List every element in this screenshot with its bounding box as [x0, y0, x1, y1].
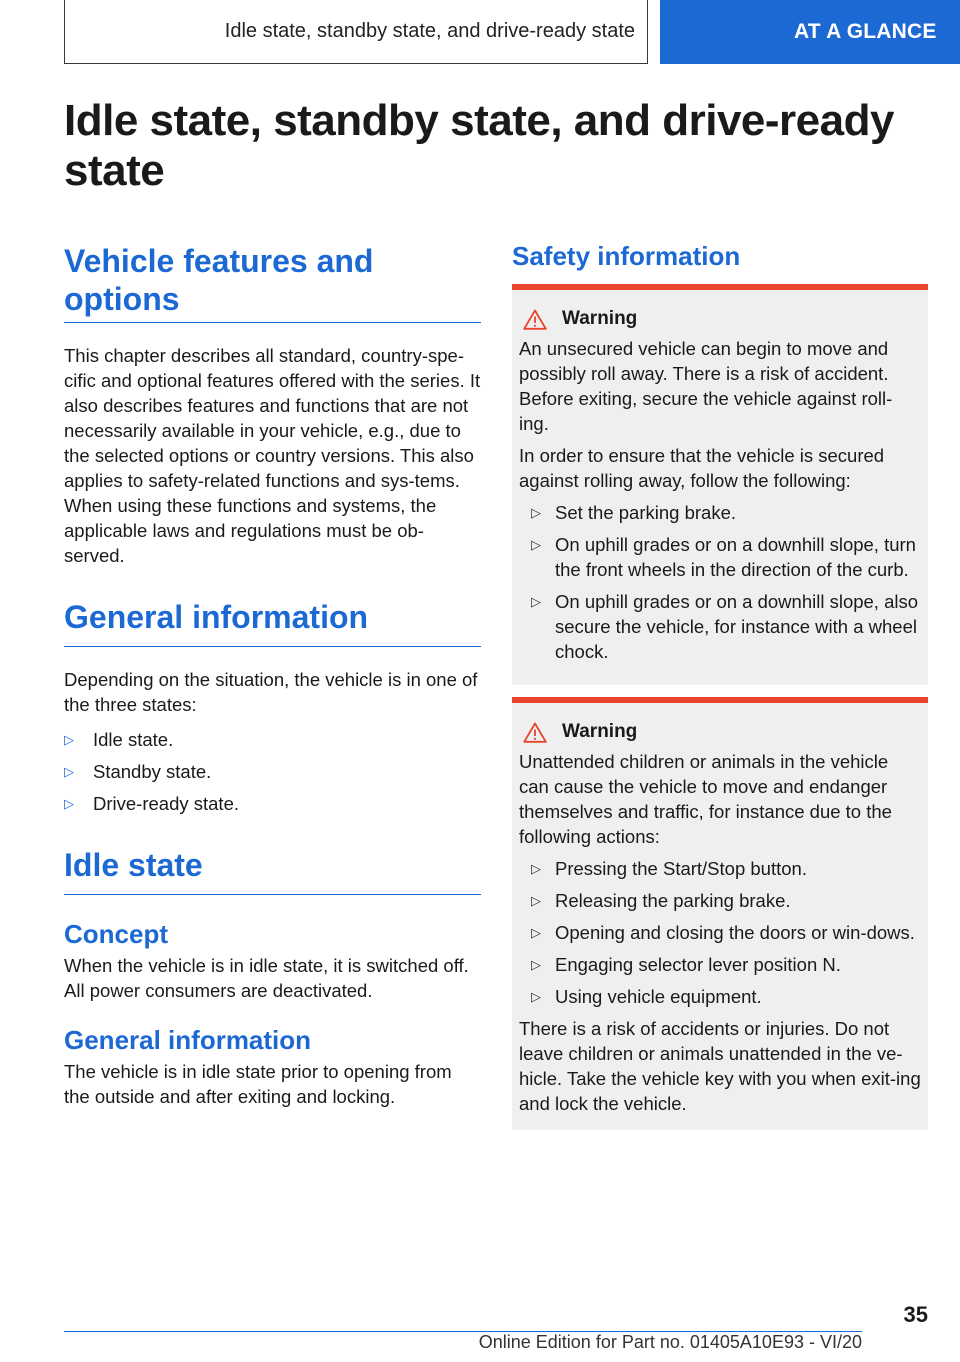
list-item: ▷ Opening and closing the doors or win‐dows. [531, 922, 915, 943]
list-item: ▷ Engaging selector lever position N. [531, 954, 841, 975]
warning-box-children [512, 697, 928, 1130]
warning-header [519, 308, 921, 330]
heading-idle-general-information: General information [64, 1025, 312, 1055]
header-section-title-text: Idle state, standby state, and drive-ready state [224, 20, 635, 42]
concept-body: When the vehicle is in idle state, it is switched off. All power consumers are deactivated. [64, 955, 469, 1001]
triangle-bullet-icon: ▷ [531, 537, 541, 552]
warning-triangle-icon [523, 722, 547, 743]
heading-concept: Concept [64, 919, 168, 949]
triangle-bullet-icon: ▷ [531, 861, 541, 876]
warning-list [519, 500, 921, 664]
list-item: ▷ Idle state. [64, 729, 174, 750]
warning-header [519, 721, 921, 743]
general-information-body: Depending on the situation, the vehicle is in one of the three states: [64, 669, 478, 715]
heading-vehicle-features: Vehicle features and options [64, 242, 481, 323]
header-section-title [64, 0, 648, 64]
right-column [512, 240, 928, 1130]
triangle-bullet-icon: ▷ [531, 957, 541, 972]
warning-triangle-icon [523, 309, 547, 330]
triangle-bullet-icon: ▷ [64, 764, 74, 779]
vehicle-features-body: This chapter describes all standard, country-spe‐cific and optional features offered with the series. It also describes features and functions that are not necessarily available in your vehicle, e.g., due to the selected options or country versions. This also applies to safety-related functions and sys‐tems. When using these functions and systems, the applicable laws and regulations must be ob‐served. [64, 345, 481, 566]
triangle-bullet-icon: ▷ [531, 893, 541, 908]
list-item: ▷ Set the parking brake. [531, 502, 736, 523]
warning-label: Warning [562, 721, 638, 742]
list-item: ▷ Releasing the parking brake. [531, 890, 791, 911]
states-list [64, 727, 481, 816]
page-number: 35 [903, 1302, 928, 1327]
triangle-bullet-icon: ▷ [531, 594, 541, 609]
list-item: ▷ Pressing the Start/Stop button. [531, 858, 807, 879]
warning-text: An unsecured vehicle can begin to move and possibly roll away. There is a risk of accident. Before exiting, secure the vehicle against roll‐ing. [519, 338, 893, 434]
page-title: Idle state, standby state, and drive-ready state [64, 96, 894, 195]
heading-idle-state: Idle state [64, 846, 481, 895]
warning-text: There is a risk of accidents or injuries. Do not leave children or animals unattended in the ve‐hicle. Take the vehicle key with you when exit‐ing and lock the vehicle. [519, 1018, 921, 1114]
header-chapter-text: AT A GLANCE [794, 20, 937, 43]
list-item: ▷ Using vehicle equipment. [531, 986, 762, 1007]
header-chapter-tab[interactable] [660, 0, 960, 64]
warning-text: In order to ensure that the vehicle is secured against rolling away, follow the following: [519, 445, 885, 491]
triangle-bullet-icon: ▷ [531, 505, 541, 520]
triangle-bullet-icon: ▷ [531, 925, 541, 940]
list-item: ▷ On uphill grades or on a downhill slope, turn the front wheels in the direction of the curb. [531, 534, 916, 580]
triangle-bullet-icon: ▷ [64, 732, 74, 747]
left-column [64, 242, 481, 1109]
warning-box-rolling [512, 284, 928, 685]
footer-edition: Online Edition for Part no. 01405A10E93 - VI/20 [478, 1332, 862, 1352]
heading-general-information: General information [64, 598, 481, 647]
list-item: ▷ Standby state. [64, 761, 212, 782]
triangle-bullet-icon: ▷ [64, 796, 74, 811]
list-item: ▷ On uphill grades or on a downhill slope, also secure the vehicle, for instance with a wheel chock. [531, 591, 919, 662]
idle-general-body: The vehicle is in idle state prior to opening from the outside and after exiting and locking. [64, 1061, 452, 1107]
heading-safety-information: Safety information [512, 241, 741, 271]
warning-list [519, 856, 921, 1009]
triangle-bullet-icon: ▷ [531, 989, 541, 1004]
warning-text: Unattended children or animals in the vehicle can cause the vehicle to move and endanger themselves and traffic, for instance due to the following actions: [519, 751, 892, 847]
warning-label: Warning [562, 308, 638, 329]
list-item: ▷ Drive-ready state. [64, 793, 239, 814]
